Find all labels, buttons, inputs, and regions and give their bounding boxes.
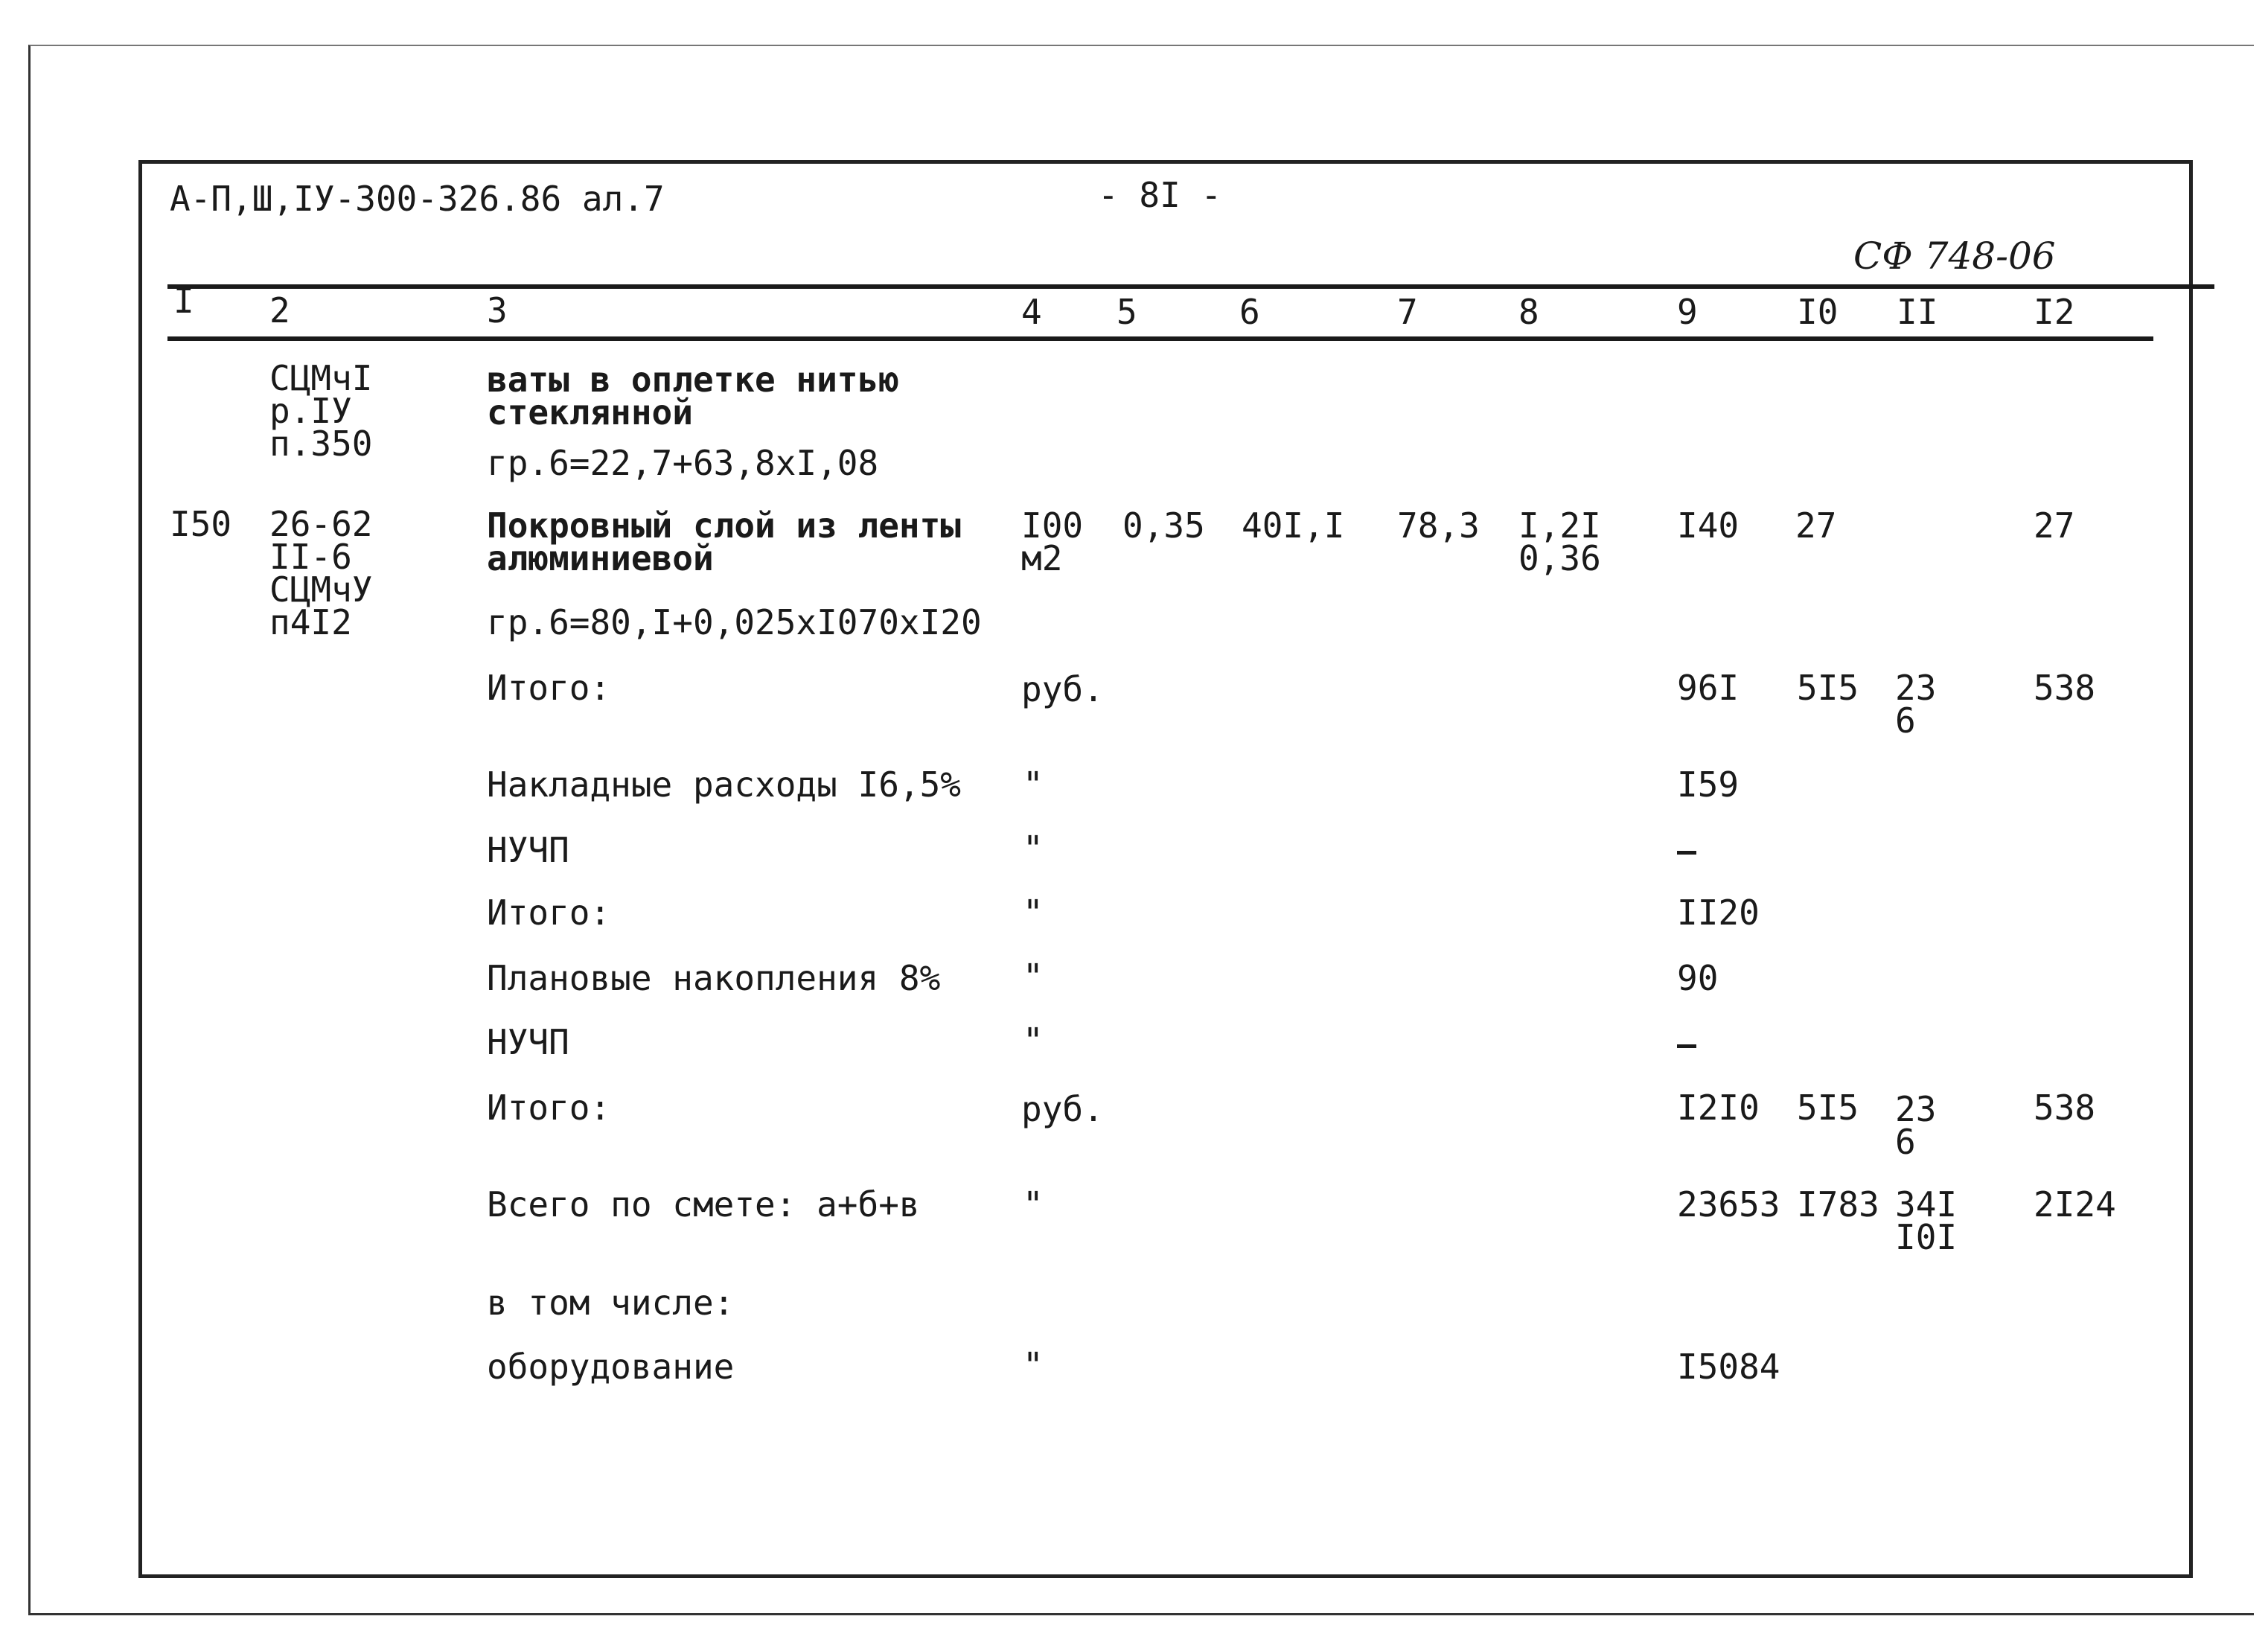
header-bottom-rule [167, 336, 2153, 341]
document-frame [138, 160, 2193, 1578]
equipment-label: оборудование [487, 1347, 735, 1387]
row2-col7: 78,3 [1397, 505, 1480, 546]
row2-description-line1: Покровный слой из ленты [487, 505, 961, 546]
row2-ref-line3: СЦМчУ [269, 569, 373, 610]
itogo2-label: Итого: [487, 893, 611, 933]
planned-savings-col9: 90 [1677, 958, 1719, 998]
row1-description-line2: стеклянной [487, 392, 693, 432]
grand-total-col11-line2: I0I [1895, 1217, 1958, 1257]
col-header-11: II [1897, 292, 1938, 332]
col-header-3: 3 [487, 290, 508, 331]
itogo3-col9: I2I0 [1677, 1088, 1760, 1128]
col-header-12: I2 [2034, 292, 2075, 332]
row2-unit-line1: I00 [1021, 505, 1084, 546]
nuchp1-unit: " [1023, 829, 1044, 869]
col-header-8: 8 [1518, 292, 1539, 332]
row1-ref-line1: СЦМчI [269, 358, 373, 398]
grand-total-unit: " [1023, 1184, 1044, 1225]
row2-ref-line4: п4I2 [269, 602, 352, 642]
row2-col8-line1: I,2I [1518, 505, 1601, 546]
row2-ref-line2: II-6 [269, 537, 352, 577]
row1-ref-line3: п.350 [269, 424, 373, 464]
row1-ref-line2: р.IУ [269, 391, 352, 431]
itogo3-col11-line2: 6 [1895, 1122, 1916, 1162]
row2-col10: 27 [1795, 505, 1837, 546]
doc-code: А-П,Ш,IУ-300-326.86 ал.7 [170, 179, 665, 219]
row2-quantity: 0,35 [1122, 505, 1205, 546]
col-header-4: 4 [1021, 292, 1042, 332]
row2-unit-line2: м2 [1021, 538, 1063, 578]
col-header-10: I0 [1797, 292, 1839, 332]
itogo1-col10: 5I5 [1797, 668, 1859, 708]
row1-formula: гр.6=22,7+63,8хI,08 [487, 443, 879, 483]
itogo3-col10: 5I5 [1797, 1088, 1859, 1128]
planned-savings-label: Плановые накопления 8% [487, 958, 941, 998]
col-header-7: 7 [1397, 292, 1418, 332]
itogo2-col9: II20 [1677, 893, 1760, 933]
grand-total-col9: 23653 [1677, 1184, 1780, 1225]
planned-savings-unit: " [1023, 957, 1044, 997]
overhead-label: Накладные расходы I6,5% [487, 764, 961, 805]
including-label: в том числе: [487, 1283, 735, 1323]
grand-total-label: Всего по смете: а+б+в [487, 1184, 920, 1225]
row2-col8-line2: 0,36 [1518, 538, 1601, 578]
row2-description-line2: алюминиевой [487, 538, 714, 578]
itogo2-unit: " [1023, 893, 1044, 933]
overhead-unit: " [1023, 764, 1044, 805]
row2-position: I50 [170, 504, 232, 544]
header-top-rule [167, 284, 2214, 289]
itogo1-unit: руб. [1021, 669, 1104, 709]
nuchp2-unit: " [1023, 1021, 1044, 1061]
equipment-unit: " [1023, 1345, 1044, 1385]
col-header-2: 2 [269, 290, 290, 331]
itogo3-col12: 538 [2034, 1088, 2096, 1128]
equipment-col9: I5084 [1677, 1347, 1780, 1387]
row1-description-line1: ваты в оплетке нитью [487, 360, 899, 400]
nuchp2-col9-dash [1677, 1027, 1696, 1060]
itogo1-col9: 96I [1677, 668, 1740, 708]
itogo3-col11-line1: 23 [1895, 1089, 1937, 1129]
itogo1-label: Итого: [487, 668, 611, 708]
row2-formula: гр.6=80,I+0,025хI070хI20 [487, 602, 982, 642]
page-number: - 8I - [1098, 175, 1222, 215]
row2-ref-line1: 26-62 [269, 504, 373, 544]
row2-col9: I40 [1677, 505, 1740, 546]
handwritten-reference: СФ 748-06 [1853, 234, 2056, 278]
row2-col12: 27 [2034, 505, 2075, 546]
itogo1-col11-line2: 6 [1895, 700, 1916, 741]
itogo3-unit: руб. [1021, 1089, 1104, 1129]
grand-total-col11-line1: 34I [1895, 1184, 1958, 1225]
col-header-9: 9 [1677, 292, 1698, 332]
grand-total-col10: I783 [1797, 1184, 1879, 1225]
row2-unit-cost: 40I,I [1242, 505, 1345, 546]
itogo3-label: Итого: [487, 1088, 611, 1128]
nuchp2-label: НУЧП [487, 1022, 569, 1062]
col-header-1: I [173, 281, 194, 321]
overhead-col9: I59 [1677, 764, 1740, 805]
itogo1-col12: 538 [2034, 668, 2096, 708]
grand-total-col12: 2I24 [2034, 1184, 2116, 1225]
col-header-5: 5 [1117, 292, 1137, 332]
itogo1-col11-line1: 23 [1895, 668, 1937, 708]
col-header-6: 6 [1239, 292, 1260, 332]
nuchp1-label: НУЧП [487, 830, 569, 870]
nuchp1-col9-dash [1677, 834, 1696, 866]
